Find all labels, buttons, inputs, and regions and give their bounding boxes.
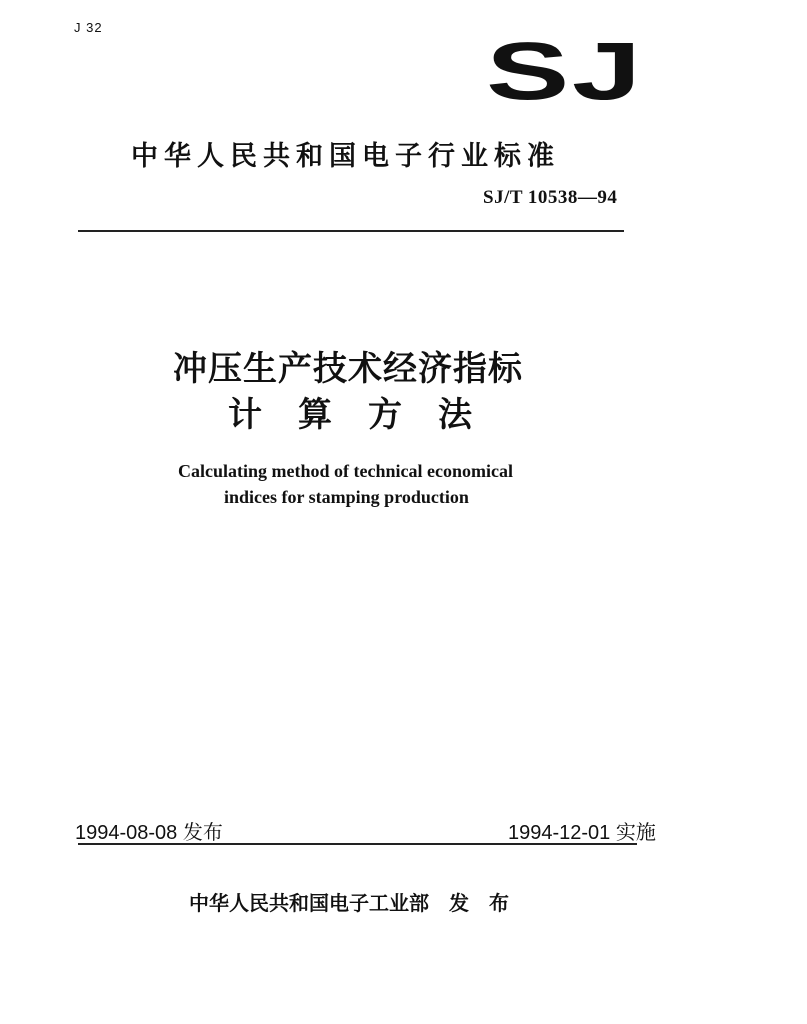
english-title-line-2: indices for stamping production (224, 487, 469, 507)
implementation-date: 1994-12-01 实施 (508, 822, 656, 844)
english-title-line-1: Calculating method of technical economical (178, 461, 513, 481)
footer-divider (78, 843, 637, 845)
standard-category-title: 中华人民共和国电子行业标准 (131, 141, 560, 172)
issue-date: 1994-08-08 发布 (75, 822, 223, 844)
sj-logo: SJ (486, 25, 644, 117)
chinese-title-line-2: 计算方法 (228, 395, 508, 435)
header-divider (78, 230, 624, 232)
publisher: 中华人民共和国电子工业部 发 布 (189, 891, 509, 915)
classification-code: J 32 (74, 20, 103, 35)
standard-number: SJ/T 10538—94 (483, 187, 618, 208)
chinese-title-line-1: 冲压生产技术经济指标 (173, 349, 523, 389)
